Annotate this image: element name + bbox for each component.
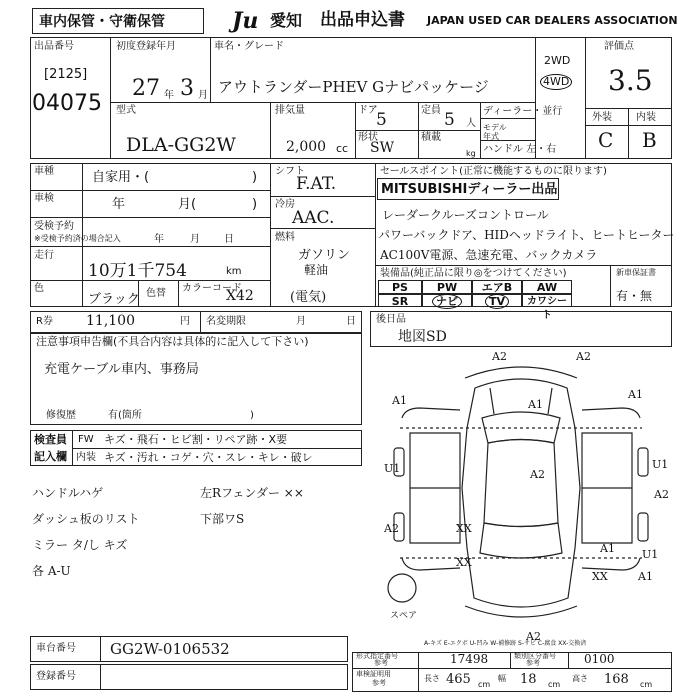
shift: F.AT.	[296, 174, 337, 194]
height-unit: cm	[640, 680, 653, 689]
height-label: 高さ	[572, 674, 588, 683]
interior-grade: B	[642, 128, 657, 152]
model-label: 車名・グレード	[214, 41, 284, 52]
form-value: 17498	[450, 652, 489, 666]
received-sub: ※受検予約済の場合記入	[34, 234, 121, 243]
shift-label: シフト	[275, 166, 305, 177]
selling-line-1: レーダークルーズコントロール	[382, 208, 549, 222]
inspector-label-2: 記入欄	[34, 450, 67, 463]
equip-ps: PS	[378, 280, 422, 294]
shape: SW	[370, 140, 394, 156]
score: 3.5	[608, 64, 653, 97]
capacity-label: 定員	[421, 105, 441, 116]
recycle-label: R券	[36, 316, 53, 327]
repair-close: )	[250, 410, 254, 421]
mark-a1-left-front: A1	[392, 394, 407, 407]
received-month: 月	[190, 234, 200, 245]
reg-year: 27	[132, 76, 160, 101]
lot-number: 04075	[32, 91, 102, 116]
remark-4: 各 A-U	[32, 564, 71, 578]
storage-label: 車内保管・守衛保管	[39, 14, 165, 30]
type-label: 型式	[116, 105, 136, 116]
remark-2: ダッシュ板のリスト	[32, 512, 140, 526]
capacity-unit: 人	[466, 118, 476, 129]
mark-a2-rear-bumper: A2	[526, 630, 541, 643]
dealer-note-box	[377, 178, 559, 200]
length-label: 長さ	[424, 674, 440, 683]
ju-logo: Ju	[232, 8, 259, 34]
km-unit: km	[226, 266, 242, 277]
inspector-row1-text: キズ・飛石・ヒビ割・リペア跡・X要	[104, 433, 288, 446]
usage-close: )	[252, 170, 258, 185]
aircon-label: 冷房	[275, 199, 295, 210]
color-code-label: カラーコード	[182, 283, 242, 294]
reg-month: 3	[180, 76, 194, 101]
inspector-row2-key: 内装	[76, 452, 96, 463]
dealer-label: ディーラー・並行	[483, 106, 563, 117]
color-swap-label: 色替	[146, 288, 166, 299]
new-car-value: 有・無	[616, 289, 653, 303]
usage-label: 車種	[34, 166, 54, 177]
cert-label: 車検証明用	[356, 670, 391, 678]
inspection-month: 月(	[178, 197, 197, 212]
interior-label: 内装	[636, 112, 656, 123]
length-unit: cm	[478, 680, 491, 689]
fuel-light: 軽油	[304, 263, 329, 277]
car-diagram	[370, 348, 672, 648]
category-sub: 参考	[526, 659, 540, 667]
selling-line-2: パワーバックドア、HIDヘッドライト、ヒートヒーター	[378, 228, 675, 242]
displacement: 2,000	[286, 139, 327, 155]
doors: 5	[376, 110, 387, 130]
category-value: 0100	[584, 652, 615, 666]
inspector-row2-text: キズ・汚れ・コゲ・穴・スレ・キレ・破レ	[104, 451, 313, 464]
reg-label: 登録番号	[36, 671, 76, 682]
fuel-note: (電気)	[290, 290, 327, 305]
inspection-year: 年	[112, 197, 126, 212]
fuel-gas: ガソリン	[298, 248, 351, 263]
name-change-day: 日	[346, 316, 356, 327]
mark-a1-hood: A1	[528, 398, 543, 411]
exterior-grade: C	[598, 128, 614, 152]
remark-right-1: 左Rフェンダー ××	[200, 486, 304, 500]
repair-value: 有(箇所	[108, 410, 142, 421]
fuel-label: 燃料	[275, 232, 295, 243]
inspector-label-1: 検査員	[34, 433, 67, 446]
first-reg-label: 初度登録年月	[116, 41, 176, 52]
mileage-label: 走行	[34, 250, 54, 261]
month-unit: 月	[198, 90, 208, 101]
color-code: X42	[226, 288, 254, 304]
equip-airbag: エアB	[472, 280, 522, 294]
inspection-label: 車検	[34, 193, 54, 204]
recycle-value: 11,100	[86, 313, 135, 329]
selling-points-label: セールスポイント(正常に機能するものに限ります)	[380, 166, 607, 177]
equip-pw: PW	[422, 280, 472, 294]
equip-sr: SR	[378, 294, 422, 307]
equip-leather: カワシート	[522, 294, 572, 307]
mark-xx-rear: XX	[592, 570, 608, 583]
mark-a2-front-left: A2	[492, 350, 507, 363]
mark-a2-left-rear: A2	[384, 522, 399, 535]
width-unit: cm	[548, 680, 561, 689]
length-value: 465	[446, 672, 471, 687]
usage-value: 自家用・(	[92, 170, 150, 185]
aftermarket-label: 後日品	[376, 314, 406, 325]
width-label: 幅	[498, 674, 506, 683]
equip-navi: ナビ	[422, 294, 472, 307]
equip-aw: AW	[522, 280, 572, 294]
aftermarket-value: 地図SD	[398, 329, 447, 345]
color-label: 色	[34, 283, 44, 294]
drive-2wd: 2WD	[544, 54, 571, 67]
received-day: 日	[224, 234, 234, 245]
shape-label: 形状	[358, 132, 378, 143]
displacement-label: 排気量	[275, 105, 305, 116]
kg-unit: kg	[466, 149, 476, 158]
recycle-row	[30, 311, 362, 333]
brand-name: 愛知	[270, 11, 303, 30]
name-change-label: 名変期限	[206, 316, 246, 327]
exterior-label: 外装	[592, 112, 612, 123]
repair-label: 修復歴	[46, 410, 76, 421]
mileage: 10万1千754	[88, 261, 187, 281]
chassis-number: GG2W-0106532	[110, 640, 230, 658]
mark-a1-rear: A1	[600, 542, 615, 555]
name-change-month: 月	[296, 316, 306, 327]
drive-4wd: 4WD	[540, 74, 572, 90]
model-year-label: モデル年式	[483, 123, 507, 141]
score-label: 評価点	[604, 41, 634, 52]
remark-3: ミラー タ/し キズ	[32, 538, 128, 552]
equip-tv: TV	[472, 294, 522, 307]
remark-1: ハンドルハゲ	[32, 486, 104, 500]
notes-label: 注意事項申告欄(不具合内容は具体的に記入して下さい)	[36, 335, 309, 348]
form-title: 出品申込書	[320, 10, 405, 30]
aircon: AAC.	[292, 208, 335, 228]
mark-xx-left-rear: XX	[456, 522, 472, 535]
form-label: 形式指定番号	[356, 652, 398, 660]
lot-sub: [2125]	[44, 67, 88, 82]
type-value: DLA-GG2W	[126, 134, 236, 156]
height-value: 168	[604, 672, 629, 687]
cert-sub: 参考	[372, 679, 386, 687]
cc-unit: cc	[336, 142, 349, 155]
chassis-label: 車台番号	[36, 643, 76, 654]
spare-label: スペア	[390, 611, 418, 621]
payload-label: 積載	[421, 132, 441, 143]
form-sub: 参考	[374, 659, 388, 667]
equipment-label: 装備品(純正品に限り◎をつけてください)	[380, 268, 567, 279]
doors-label: ドア	[358, 105, 378, 116]
mark-a2-front-right: A2	[576, 350, 591, 363]
year-unit: 年	[164, 90, 174, 101]
storage-box	[32, 8, 204, 34]
width-value: 18	[520, 672, 537, 687]
category-label: 類別区分番号	[514, 652, 556, 660]
selling-line-3: AC100V電源、急速充電、バックカメラ	[380, 248, 598, 262]
mark-a1-right-quarter: A1	[638, 570, 653, 583]
mark-a1-right-front: A1	[628, 388, 643, 401]
received-year: 年	[154, 234, 164, 245]
received-label: 受検予約	[34, 221, 74, 232]
mark-a2-right-rear: A2	[654, 488, 669, 501]
registration-row	[30, 664, 348, 690]
remark-right-2: 下部ワS	[200, 512, 245, 526]
dealer-note: MITSUBISHIディーラー出品	[381, 182, 558, 197]
model-name: アウトランダーPHEV Gナビパッケージ	[218, 78, 489, 96]
capacity: 5	[444, 110, 455, 130]
mark-u1-left: U1	[384, 462, 401, 475]
mark-a2-roof: A2	[530, 468, 545, 481]
lot-label: 出品番号	[34, 41, 74, 52]
diagram-legend: A-キズ E-エクボ U-凹み W-補修跡 S-サビ C-腐食 XX-交換済	[424, 640, 587, 647]
association-name: JAPAN USED CAR DEALERS ASSOCIATION	[427, 14, 678, 27]
mark-xx-left-quarter: XX	[456, 556, 472, 569]
color: ブラック	[88, 292, 140, 307]
inspection-close: )	[252, 197, 258, 212]
yen-unit: 円	[180, 316, 190, 327]
notes-content: 充電ケーブル車内、事務局	[44, 362, 199, 377]
new-car-label: 新車保証書	[616, 268, 656, 277]
mark-u1-right: U1	[652, 458, 669, 471]
handle-label: ハンドル 左・右	[483, 144, 557, 155]
mark-u1-rear-right: U1	[642, 548, 659, 561]
inspector-row1-key: FW	[78, 434, 94, 445]
